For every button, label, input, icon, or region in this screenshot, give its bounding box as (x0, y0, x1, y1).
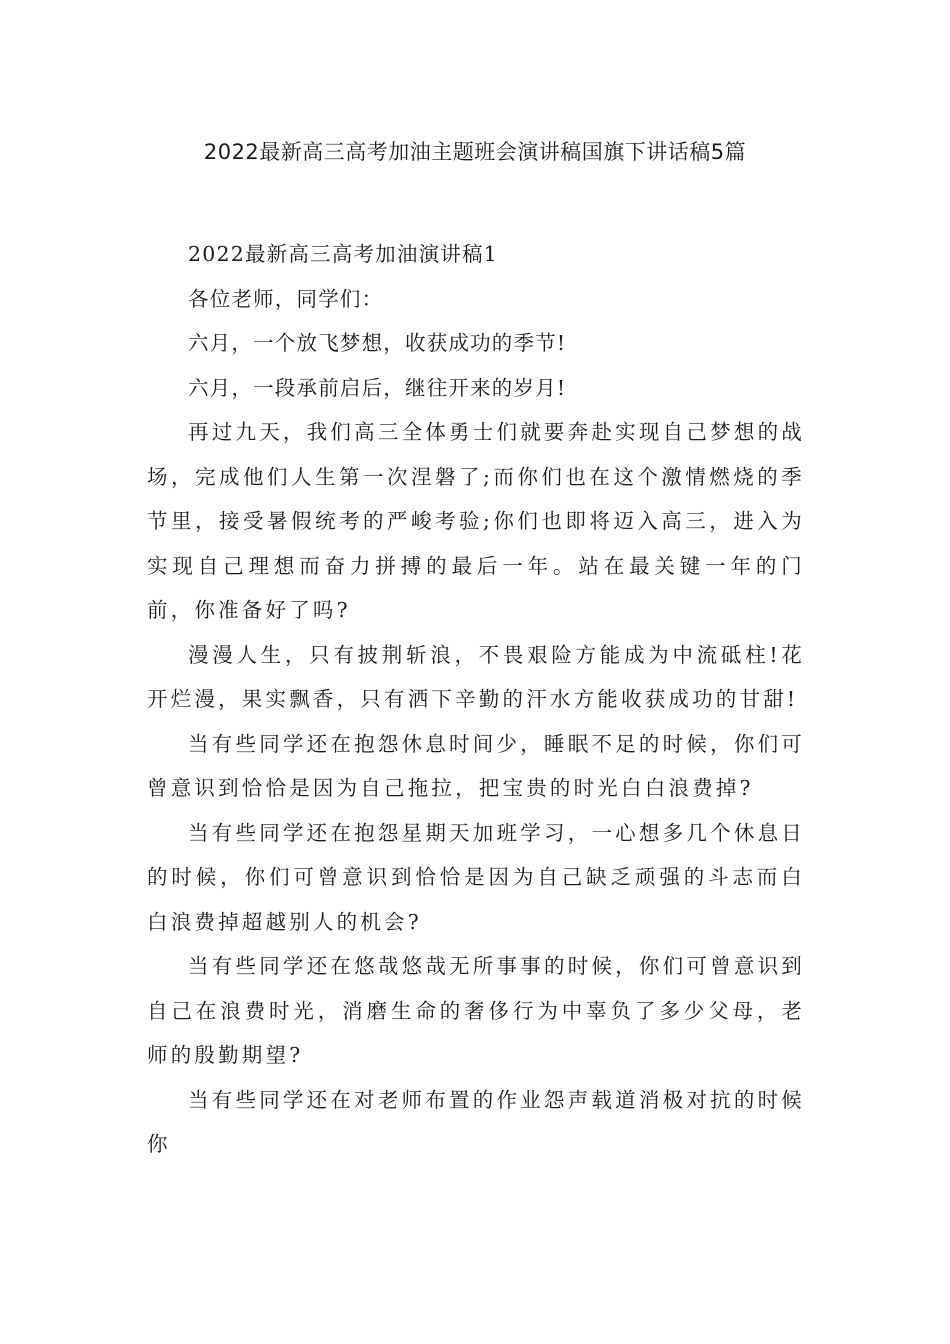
paragraph: 再过九天，我们高三全体勇士们就要奔赴实现自己梦想的战场，完成他们人生第一次涅磐了;而你们也在这个激情燃烧的季节里，接受暑假统考的严峻考验;你们也即将迈入高三，进入为实现自己理想而奋力拼搏的最后一年。站在最关键一年的门前，你准备好了吗? (147, 420, 805, 622)
document-title: 2022最新高三高考加油主题班会演讲稿国旗下讲话稿5篇 (203, 140, 747, 164)
paragraph: 六月，一段承前启后，继往开来的岁月! (188, 375, 567, 400)
paragraph: 当有些同学还在悠哉悠哉无所事事的时候，你们可曾意识到自己在浪费时光，消磨生命的奢侈行为中辜负了多少父母，老师的殷勤期望? (147, 954, 805, 1067)
section-heading: 2022最新高三高考加油演讲稿1 (188, 242, 498, 266)
salutation: 各位老师，同学们： (188, 286, 384, 311)
document-body (147, 232, 805, 1167)
paragraph: 六月，一个放飞梦想，收获成功的季节! (188, 331, 567, 355)
paragraph: 当有些同学还在对老师布置的作业怨声载道消极对抗的时候你 (147, 1087, 805, 1156)
paragraph: 当有些同学还在抱怨星期天加班学习，一心想多几个休息日的时候，你们可曾意识到恰恰是因为自己缺乏顽强的斗志而白白浪费掉超越别人的机会? (147, 820, 805, 934)
paragraph: 当有些同学还在抱怨休息时间少，睡眠不足的时候，你们可曾意识到恰恰是因为自己拖拉，把宝贵的时光白白浪费掉? (147, 731, 805, 800)
paragraph: 漫漫人生，只有披荆斩浪，不畏艰险方能成为中流砥柱!花开烂漫，果实飘香，只有洒下辛勤的汗水方能收获成功的甘甜! (147, 642, 805, 711)
